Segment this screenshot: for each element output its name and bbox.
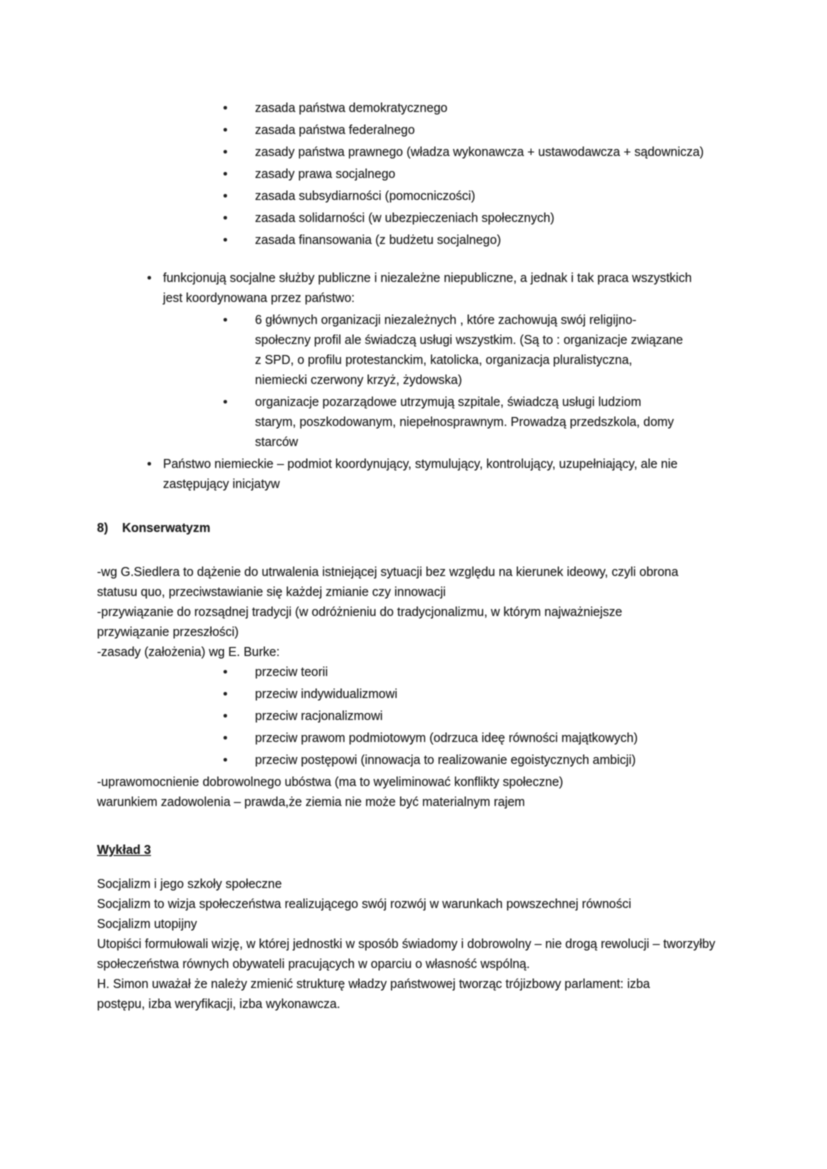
bullet-icon [223, 728, 228, 748]
heading-number: 8) [97, 521, 109, 535]
list-item [97, 454, 739, 494]
list-item [97, 186, 739, 206]
section-heading-lecture3: Wykład 3 [97, 843, 151, 857]
section-heading-conservatism [97, 518, 739, 538]
list-item-text: przeciw teorii [255, 665, 328, 679]
list-item [97, 392, 739, 452]
paragraph: H. Simon uważał że należy zmienić strukturę władzy państwowej tworząc trójizbowy parlament: izba postępu, izba weryfikacji, izba wykonawcza. [97, 977, 650, 1011]
list-item-text: zasada subsydiarności (pomocniczości) [255, 189, 476, 203]
paragraph: -przywiązanie do rozsądnej tradycji (w odróżnieniu do tradycjonalizmu, w którym najważniejsze przywiązanie przeszłości) [97, 605, 623, 639]
list-item [97, 142, 739, 162]
list-item-text: przeciw racjonalizmowi [255, 709, 383, 723]
bullet-icon [223, 98, 228, 118]
bullet-icon [223, 164, 228, 184]
bullet-icon [223, 142, 228, 162]
list-item-text: zasada państwa demokratycznego [255, 101, 448, 115]
document-content [97, 98, 739, 1014]
list-item-text: 6 głównych organizacji niezależnych , które zachowują swój religijno-społeczny profil ale świadczą usługi wszystkim. (Są to : organizacje związane z SPD, o profilu protestanckim, katolicka, organizacja pluralistyczna, niemiecki czerwony krzyż, żydowska) [255, 313, 683, 387]
paragraph: Socjalizm to wizja społeczeństwa realizującego swój rozwój w warunkach powszechnej równości [97, 897, 632, 911]
burke-principles-list [97, 662, 739, 770]
paragraph: -uprawomocnienie dobrowolnego ubóstwa (ma to wyeliminować konflikty społeczne) [97, 775, 564, 789]
list-item [97, 750, 739, 770]
bullet-icon [223, 120, 228, 140]
bullet-icon [223, 706, 228, 726]
conservatism-closing [97, 772, 739, 812]
paragraph: Socjalizm i jego szkoły społeczne [97, 877, 282, 891]
paragraph: -zasady (założenia) wg E. Burke: [97, 645, 280, 659]
paragraph: Utopiści formułowali wizję, w której jednostki w sposób świadomy i dobrowolny – nie drogą rewolucji – tworzyłby społeczeństwa równych obywateli pracujących w oparciu o własność wspólną. [97, 937, 716, 971]
list-item [97, 662, 739, 682]
list-item-text: zasada solidarności (w ubezpieczeniach społecznych) [255, 211, 555, 225]
list-item [97, 98, 739, 118]
bullet-icon [223, 208, 228, 228]
list-item [97, 684, 739, 704]
list-item [97, 310, 739, 390]
lecture3-paragraphs [97, 874, 739, 1014]
list-item-text: organizacje pozarządowe utrzymują szpitale, świadczą usługi ludziom starym, poszkodowanym, niepełnosprawnym. Prowadzą przedszkola, domy starców [255, 395, 674, 449]
bullet-icon [223, 310, 228, 330]
list-item [97, 230, 739, 250]
list-item-text: przeciw postępowi (innowacja to realizowanie egoistycznych ambicji) [255, 753, 636, 767]
list-item-text: przeciw indywidualizmowi [255, 687, 398, 701]
list-item [97, 120, 739, 140]
state-role-list [97, 454, 739, 494]
principles-list [97, 98, 739, 250]
organizations-sublist [97, 310, 739, 452]
list-item-text: zasady prawa socjalnego [255, 167, 396, 181]
bullet-icon [147, 454, 152, 474]
paragraph: -wg G.Siedlera to dążenie do utrwalenia istniejącej sytuacji bez względu na kierunek ideowy, czyli obrona statusu quo, przeciwstawianie się każdej zmianie czy innowacji [97, 565, 679, 599]
list-item-text: Państwo niemieckie – podmiot koordynujący, stymulujący, kontrolujący, uzupełniający, ale nie zastępujący inicjatyw [163, 457, 678, 491]
list-item [97, 164, 739, 184]
list-item-text: zasada państwa federalnego [255, 123, 415, 137]
list-item [97, 706, 739, 726]
bullet-icon [223, 750, 228, 770]
bullet-icon [223, 392, 228, 412]
list-item [97, 728, 739, 748]
bullet-icon [223, 684, 228, 704]
list-item [97, 268, 739, 308]
heading-label: Konserwatyzm [122, 521, 211, 535]
paragraph: warunkiem zadowolenia – prawda,że ziemia nie może być materialnym rajem [97, 795, 525, 809]
services-intro-list [97, 268, 739, 308]
list-item-text: zasada finansowania (z budżetu socjalnego) [255, 233, 501, 247]
bullet-icon [223, 230, 228, 250]
paragraph: Socjalizm utopijny [97, 917, 198, 931]
list-item [97, 208, 739, 228]
bullet-icon [147, 268, 152, 288]
bullet-icon [223, 662, 228, 682]
list-item-text: przeciw prawom podmiotowym (odrzuca ideę równości majątkowych) [255, 731, 638, 745]
list-item-text: funkcjonują socjalne służby publiczne i niezależne niepubliczne, a jednak i tak praca wszystkich jest koordynowana przez państwo: [163, 271, 692, 305]
list-item-text: zasady państwa prawnego (władza wykonawcza + ustawodawcza + sądownicza) [255, 145, 704, 159]
bullet-icon [223, 186, 228, 206]
conservatism-paragraphs [97, 562, 739, 662]
